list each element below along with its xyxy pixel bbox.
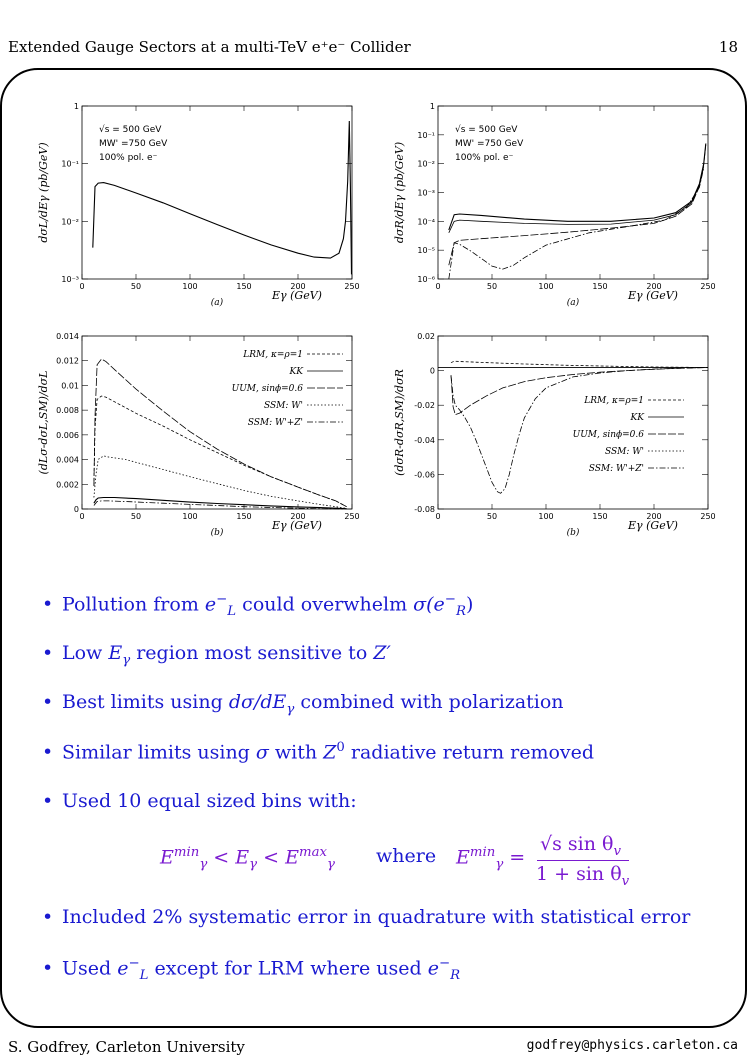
- legend-label: UUM, sinϕ=0.6: [572, 430, 644, 440]
- x-tick-label: 0: [79, 512, 85, 521]
- y-axis-label: (dσR-dσR,SM)/dσR: [393, 369, 406, 476]
- y-axis-label: (dLσ-dσL,SM)/dσL: [37, 370, 50, 475]
- y-tick-label: 10⁻²: [61, 217, 79, 227]
- formula-lhs: $E^{min}_\gamma$ =: [456, 845, 526, 873]
- bullet-1: • Pollution from $e^-_L$ could overwhelm $\sigma(e^-_R)$: [42, 592, 474, 620]
- legend-label: KK: [630, 413, 644, 423]
- x-tick-label: 250: [700, 282, 716, 291]
- chart-svg: [30, 100, 360, 315]
- x-tick-label: 100: [538, 512, 554, 521]
- x-tick-label: 50: [486, 512, 498, 521]
- bullet-5: • Used 10 equal sized bins with:: [42, 790, 357, 812]
- legend-label: KK: [289, 367, 303, 377]
- y-tick-label: 0.014: [56, 332, 79, 341]
- panel-tag: (a): [566, 298, 580, 308]
- plot-left-b: [30, 330, 360, 549]
- y-tick-label: 10⁻¹: [417, 130, 435, 140]
- x-tick-label: 100: [538, 282, 554, 291]
- footer-email[interactable]: godfrey@physics.carleton.ca: [526, 1038, 738, 1053]
- x-axis-label: Eγ (GeV): [628, 519, 678, 532]
- formula-inequality: $E^{min}_\gamma < E_\gamma < E^{max}_\gamma$: [160, 845, 335, 873]
- x-axis-label: Eγ (GeV): [272, 289, 322, 302]
- annotation: √s = 500 GeV: [99, 125, 162, 135]
- y-tick-label: 0.008: [56, 406, 79, 416]
- y-tick-label: -0.08: [414, 505, 435, 514]
- legend-label: SSM: W': [604, 447, 644, 457]
- y-tick-label: 0: [73, 505, 79, 514]
- formula-fraction-bar: [537, 860, 629, 861]
- legend-label: SSM: W'+Z': [247, 418, 303, 428]
- plot-right-a: [386, 100, 716, 319]
- y-tick-label: 10⁻⁵: [417, 246, 435, 256]
- y-tick-label: 10⁻⁶: [417, 275, 435, 284]
- y-tick-label: 10⁻¹: [61, 159, 79, 169]
- y-axis-label: dσR/dEγ (pb/GeV): [393, 141, 406, 244]
- annotation: MW' =750 GeV: [99, 139, 168, 149]
- y-tick-label: 0.006: [56, 430, 79, 440]
- x-tick-label: 0: [79, 282, 85, 291]
- header-title: Extended Gauge Sectors at a multi-TeV e⁺e⁻ Collider: [8, 38, 411, 56]
- chart-svg: [386, 330, 716, 545]
- bullet-6: • Included 2% systematic error in quadrature with statistical error: [42, 906, 691, 928]
- formula-where: where: [376, 845, 437, 867]
- y-tick-label: 0.012: [56, 356, 79, 366]
- chart-svg: [30, 330, 360, 545]
- x-tick-label: 200: [646, 512, 662, 521]
- x-tick-label: 150: [236, 282, 252, 291]
- x-tick-label: 250: [344, 512, 360, 521]
- x-tick-label: 0: [435, 282, 441, 291]
- plot-right-b: [386, 330, 716, 549]
- bullet-7: • Used $e^-_L$ except for LRM where used $e^-_R$: [42, 956, 461, 984]
- y-tick-label: 0.002: [56, 480, 79, 490]
- panel-tag: (b): [210, 528, 224, 538]
- x-tick-label: 100: [182, 282, 198, 291]
- chart-svg: [386, 100, 716, 315]
- annotation: 100% pol. e⁻: [455, 153, 514, 163]
- plot-frame: [82, 336, 352, 509]
- x-tick-label: 50: [130, 282, 142, 291]
- y-tick-label: 10⁻³: [417, 188, 435, 198]
- formula-numerator: √s $\sin \theta_v$: [540, 833, 621, 859]
- series-line: [451, 361, 708, 367]
- y-tick-label: 0.01: [61, 381, 79, 391]
- x-axis-label: Eγ (GeV): [628, 289, 678, 302]
- series-line: [94, 498, 347, 509]
- x-tick-label: 150: [592, 512, 608, 521]
- annotation: √s = 500 GeV: [455, 125, 518, 135]
- y-tick-label: -0.04: [414, 435, 435, 445]
- x-tick-label: 250: [344, 282, 360, 291]
- bullet-3: • Best limits using $d\sigma/dE_\gamma$ combined with polarization: [42, 691, 564, 717]
- x-tick-label: 200: [290, 512, 306, 521]
- panel-tag: (b): [566, 528, 580, 538]
- y-tick-label: -0.02: [414, 401, 435, 411]
- y-tick-label: 10⁻³: [61, 275, 79, 284]
- x-tick-label: 150: [236, 512, 252, 521]
- x-tick-label: 200: [646, 282, 662, 291]
- x-tick-label: 0: [435, 512, 441, 521]
- legend-label: SSM: W'+Z': [588, 464, 644, 474]
- x-tick-label: 250: [700, 512, 716, 521]
- series-line: [94, 396, 347, 507]
- y-tick-label: 1: [429, 102, 435, 111]
- y-tick-label: -0.06: [414, 470, 435, 480]
- legend-label: UUM, sinϕ=0.6: [231, 384, 303, 394]
- bullet-2: • Low $E_\gamma$ region most sensitive to Z′: [42, 642, 391, 668]
- legend-label: LRM, κ=ρ=1: [243, 350, 303, 360]
- formula-denominator: $1 + \sin \theta_v$: [536, 863, 630, 889]
- page-number: 18: [718, 38, 738, 56]
- legend-label: SSM: W': [263, 401, 303, 411]
- x-tick-label: 100: [182, 512, 198, 521]
- y-axis-label: dσL/dEγ (pb/GeV): [37, 142, 50, 243]
- x-tick-label: 50: [486, 282, 498, 291]
- y-tick-label: 0.02: [417, 332, 435, 341]
- y-tick-label: 1: [73, 102, 79, 111]
- legend-label: LRM, κ=ρ=1: [584, 396, 644, 406]
- y-tick-label: 0: [429, 366, 435, 376]
- annotation: MW' =750 GeV: [455, 139, 524, 149]
- x-tick-label: 150: [592, 282, 608, 291]
- series-line: [451, 368, 708, 415]
- x-tick-label: 50: [130, 512, 142, 521]
- y-tick-label: 10⁻²: [417, 159, 435, 169]
- formula: [160, 833, 640, 889]
- bullet-4: • Similar limits using σ with $Z^0$ radiative return removed: [42, 740, 595, 764]
- y-tick-label: 0.004: [56, 455, 79, 465]
- plot-left-a: [30, 100, 360, 319]
- y-tick-label: 10⁻⁴: [417, 217, 435, 227]
- x-axis-label: Eγ (GeV): [272, 519, 322, 532]
- annotation: 100% pol. e⁻: [99, 153, 158, 163]
- x-tick-label: 200: [290, 282, 306, 291]
- panel-tag: (a): [210, 298, 224, 308]
- series-line: [94, 456, 347, 509]
- series-line: [449, 168, 704, 279]
- footer-author: S. Godfrey, Carleton University: [8, 1038, 245, 1056]
